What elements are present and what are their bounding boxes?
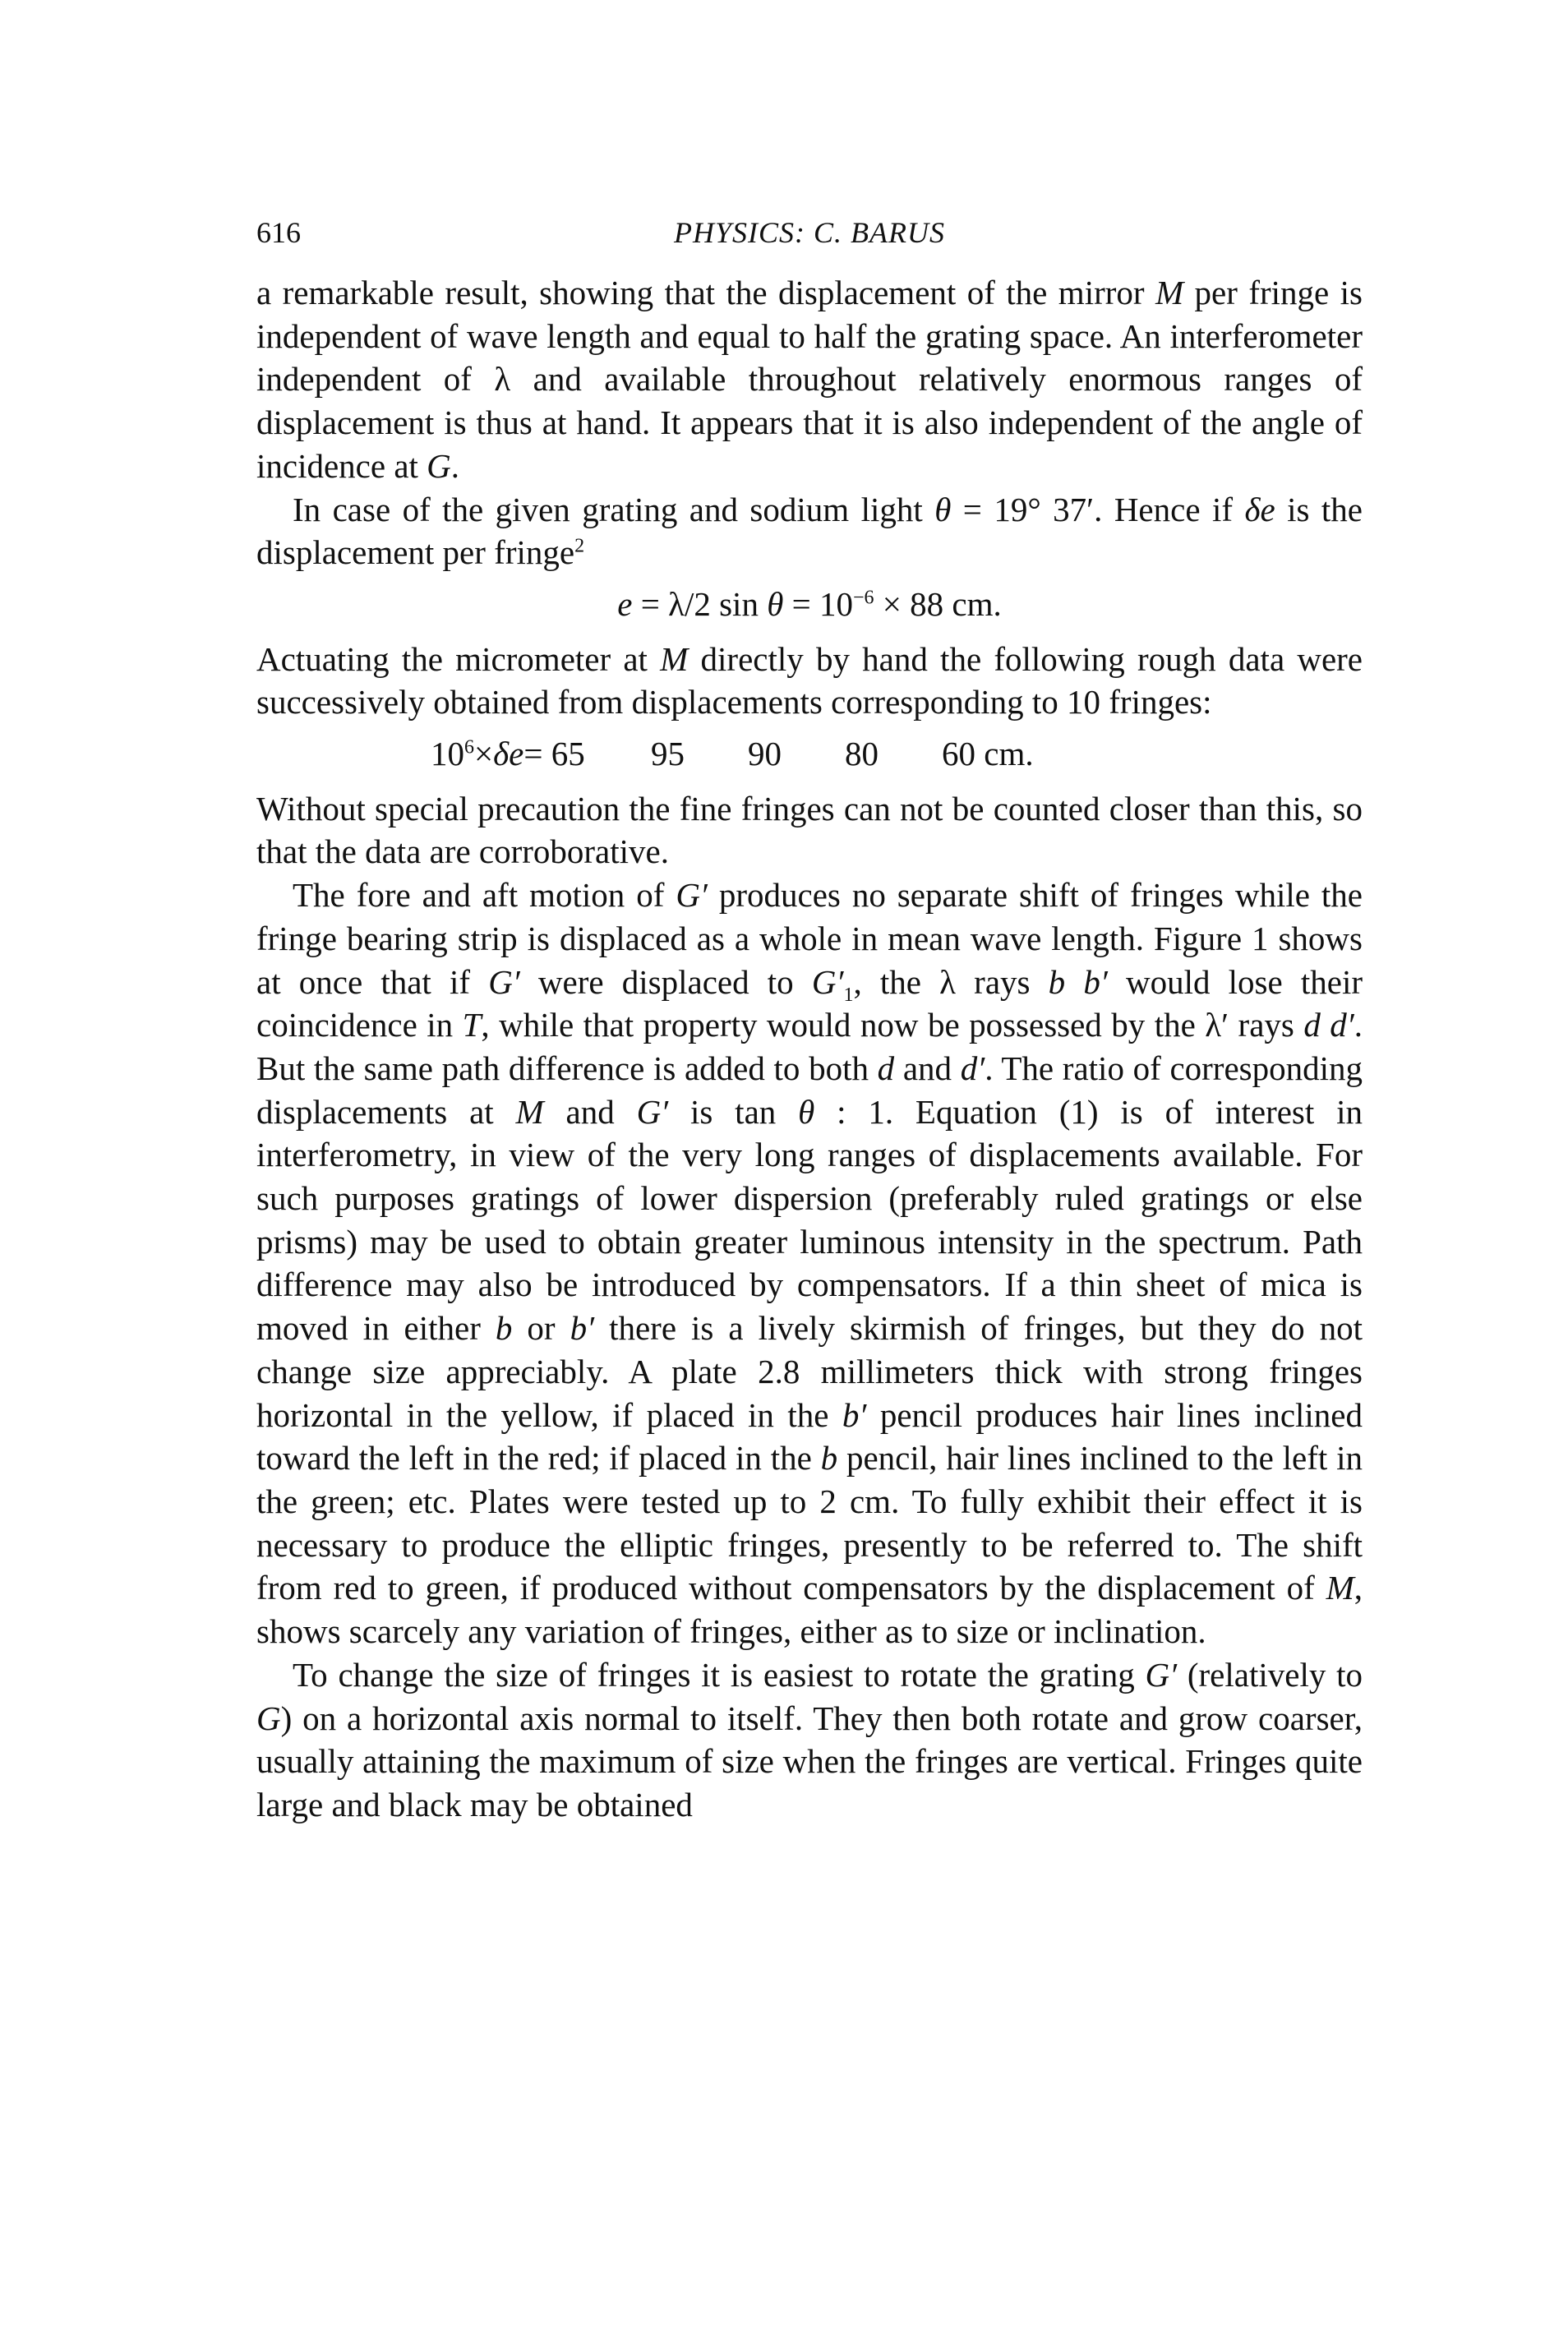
paragraph-6: To change the size of fringes it is easiest to rotate the grating G′ (relatively to G) on a horizontal axis normal to itself. They then both rotate and grow coarser, usually attaining the maximum of size when the fringes are vertical. Fringes quite large and black may be obtained — [256, 1655, 1363, 1823]
page-header — [256, 215, 1363, 256]
paragraph-5: The fore and aft motion of G′ produces no separate shift of fringes while the fringe bearing strip is displaced as a whole in mean wave length. Figure 1 shows at once that if G′ were displaced to $G'_1$, the λ rays b b′ would lose their coincidence in T, while that property would now be possessed by the λ′ rays d d′. But the same path difference is added to both d and d′. The ratio of corresponding displacements at M and G′ is tan θ : 1. Equation (1) is of interest in interferometry, in view of the very long ranges of displacements available. For such purposes gratings of lower dispersion (preferably ruled gratings or else prisms) may be used to obtain greater luminous intensity in the spectrum. Path difference may also be introduced by compensators. If a thin sheet of mica is moved in either b or b′ there is a lively skirmish of fringes, but they do not change size appreciably. A plate 2.8 millimeters thick with strong fringes horizontal in the yellow, if placed in the b′ pencil produces hair lines inclined toward the left in the red; if placed in the b pencil, hair lines inclined to the left in the green; etc. Plates were tested up to 2 cm. To fully exhibit their effect it is necessary to produce the elliptic fringes, presently to be referred to. The shift from red to green, if produced without compensators by the displacement of M, shows scarcely any variation of fringes, either as to size or inclination. — [256, 876, 1363, 1651]
data-value: 60 cm. — [942, 735, 1034, 773]
data-value: 90 — [748, 735, 782, 773]
footnote-marker: 2 — [574, 535, 585, 557]
equation-data-row — [256, 732, 1363, 776]
data-row-lhs: $10^6\times\delta e= 65$ — [431, 735, 585, 773]
paragraph-4: Without special precaution the fine fringes can not be counted closer than this, so that the data are corroborative. — [256, 789, 1363, 871]
equation-wavelength: e = λ/2 $\sin \theta = 10^{-6} \times 88$ cm. — [617, 584, 1002, 623]
data-value: 95 — [651, 735, 685, 773]
paragraph-1: a remarkable result, showing that the displacement of the mirror M per fringe is independent of wave length and equal to half the grating space. An interferometer independent of λ and available throughout relatively enormous ranges of displacement is thus at hand. It appears that it is also independent of the angle of incidence at G. — [256, 274, 1363, 485]
running-title: PHYSICS: C. BARUS — [674, 216, 945, 249]
paragraph-3: Actuating the micrometer at M directly by hand the following rough data were successively obtained from displacements corresponding to 10 fringes: — [256, 639, 1363, 722]
page-number: 616 — [256, 216, 301, 249]
body-text — [256, 271, 1363, 1827]
paragraph-2: In case of the given grating and sodium light θ = 19° 37′. Hence if δe is the displacement per fringe$^2$ — [256, 490, 1363, 572]
data-value: 80 — [845, 735, 879, 773]
